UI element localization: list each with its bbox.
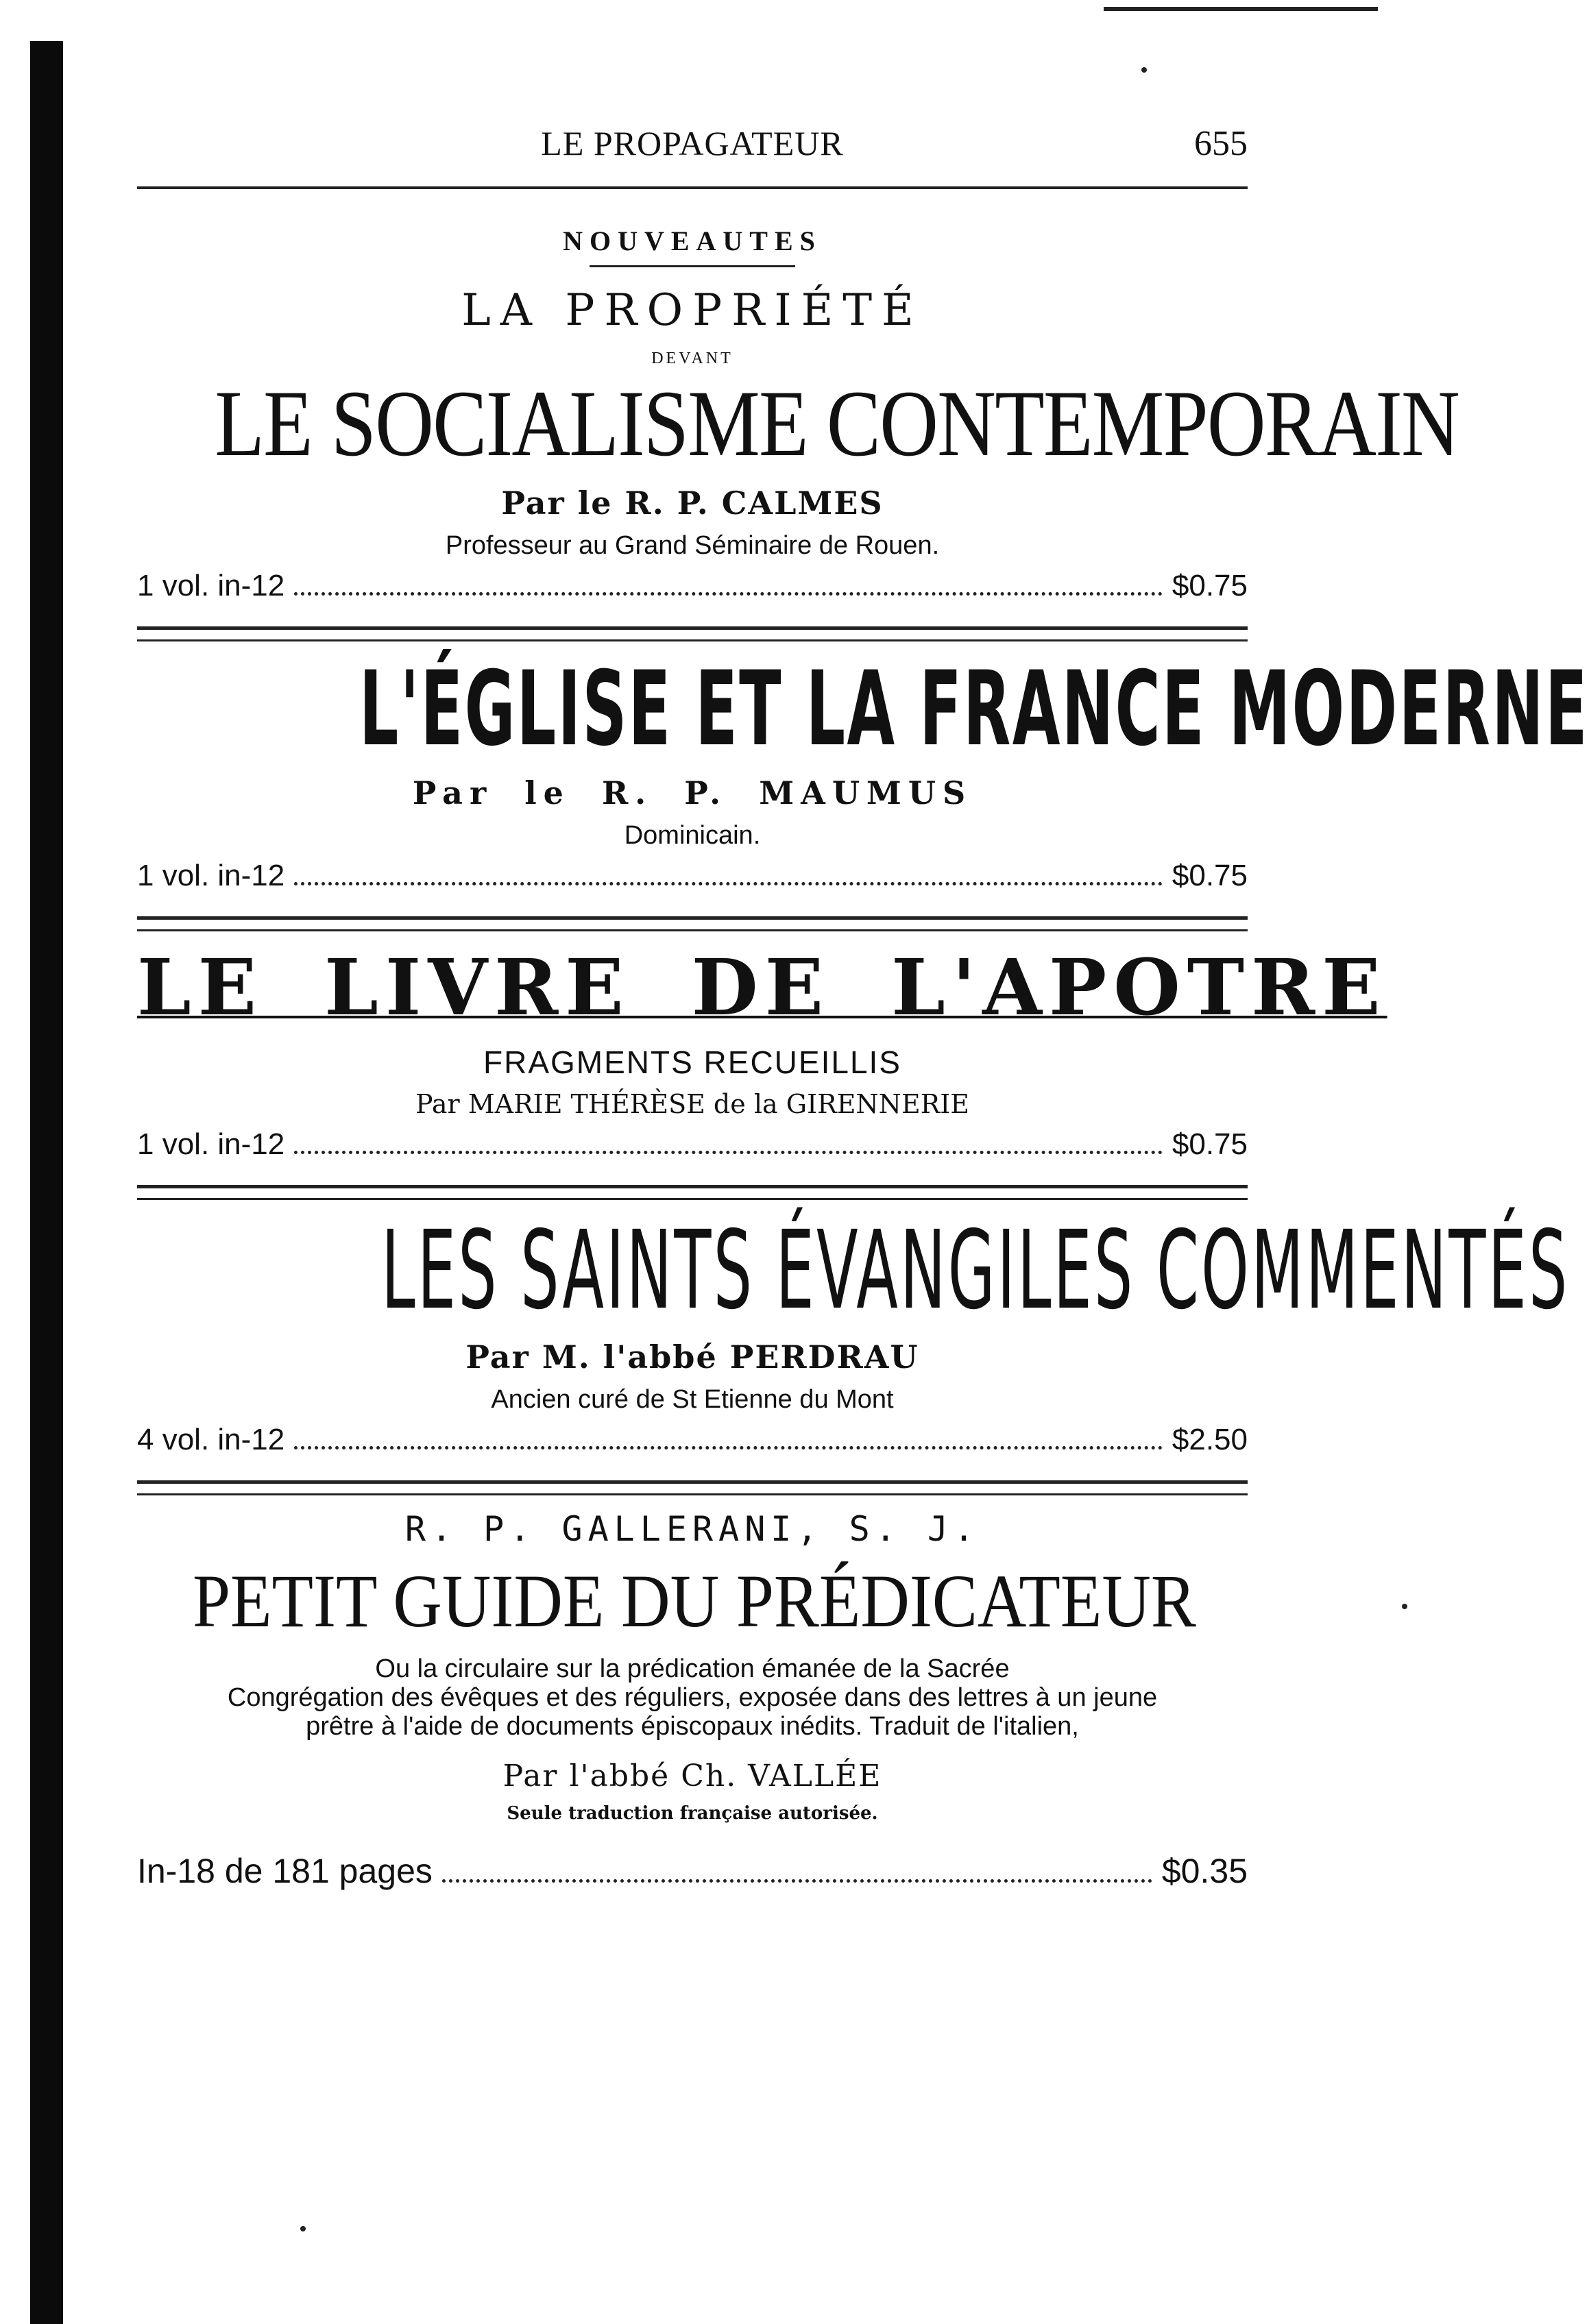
book5-author-top: R. P. GALLERANI, S. J.: [404, 1509, 980, 1549]
book5-price-line: [137, 1851, 1248, 1891]
book5-desc-line1: Ou la circulaire sur la prédication émanée de la Sacrée: [375, 1654, 1010, 1683]
book3-author: Par MARIE THÉRÈSE de la GIRENNERIE: [415, 1089, 970, 1119]
book4-price: $2.50: [1172, 1423, 1248, 1456]
leader-dots: [294, 882, 1163, 885]
divider-rule: [137, 916, 1248, 931]
leader-dots: [294, 1446, 1163, 1450]
book5-desc-line2: Congrégation des évêques et des réguliers, exposée dans des lettres à un jeune: [227, 1683, 1158, 1712]
book1-format: 1 vol. in-12: [137, 569, 285, 602]
book3-price-line: [137, 1127, 1248, 1162]
running-title: LE PROPAGATEUR: [541, 124, 844, 162]
book2-format: 1 vol. in-12: [137, 859, 285, 892]
speck: [1141, 67, 1147, 73]
book4-affiliation: Ancien curé de St Etienne du Mont: [491, 1385, 894, 1414]
book2-price-line: [137, 859, 1248, 893]
leader-dots: [442, 1879, 1152, 1883]
running-header: [137, 110, 1248, 171]
book5-description: [137, 1654, 1248, 1741]
speck: [1402, 1604, 1407, 1609]
book1-affiliation: Professeur au Grand Séminaire de Rouen.: [445, 531, 940, 560]
book4-format: 4 vol. in-12: [137, 1423, 285, 1456]
book3-subtitle: FRAGMENTS RECUEILLIS: [483, 1044, 901, 1080]
book4-price-line: [137, 1423, 1248, 1457]
book1-price: $0.75: [1172, 569, 1248, 602]
book1-title-line2: LE SOCIALISME CONTEMPORAIN: [215, 371, 1459, 476]
book1-price-line: [137, 569, 1248, 603]
speck: [300, 2226, 306, 2231]
page: [137, 110, 1589, 1891]
book1-connector: DEVANT: [651, 350, 733, 367]
leader-dots: [294, 592, 1163, 596]
book3-title: LE LIVRE DE L'APOTRE: [137, 943, 1387, 1033]
book4-title: LES SAINTS ÉVANGILES COMMENTÉS: [381, 1208, 1570, 1334]
book2-affiliation: Dominicain.: [624, 821, 761, 850]
book5-title: PETIT GUIDE DU PRÉDICATEUR: [193, 1559, 1196, 1643]
book2-author: Par le R. P. MAUMUS: [412, 774, 973, 811]
book1-title-line1: LA PROPRIÉTÉ: [461, 285, 923, 336]
book3-price: $0.75: [1172, 1127, 1248, 1161]
top-edge-line: [1104, 7, 1378, 11]
book5-desc-line3: prêtre à l'aide de documents épiscopaux inédits. Traduit de l'italien,: [306, 1712, 1079, 1741]
binding-shadow: [30, 41, 63, 2324]
divider-rule: [137, 1480, 1248, 1495]
book5-format: In-18 de 181 pages: [137, 1852, 433, 1890]
section-label: NOUVEAUTES: [563, 225, 822, 256]
book2-price: $0.75: [1172, 859, 1248, 892]
book2-title: L'ÉGLISE ET LA FRANCE MODERNE: [359, 650, 1589, 769]
book1-author: Par le R. P. CALMES: [501, 485, 884, 522]
divider-rule: [137, 626, 1248, 641]
book3-format: 1 vol. in-12: [137, 1127, 285, 1161]
book5-translator: Par l'abbé Ch. VALLÉE: [502, 1759, 882, 1794]
divider-rule: [137, 1185, 1248, 1200]
leader-dots: [294, 1151, 1163, 1154]
page-number: 655: [1194, 124, 1248, 163]
book4-author: Par M. l'abbé PERDRAU: [465, 1338, 919, 1375]
header-rule: [137, 186, 1248, 189]
book5-note: Seule traduction française autorisée.: [507, 1803, 878, 1824]
section-label-rule: [590, 265, 795, 267]
book5-price: $0.35: [1161, 1852, 1248, 1890]
